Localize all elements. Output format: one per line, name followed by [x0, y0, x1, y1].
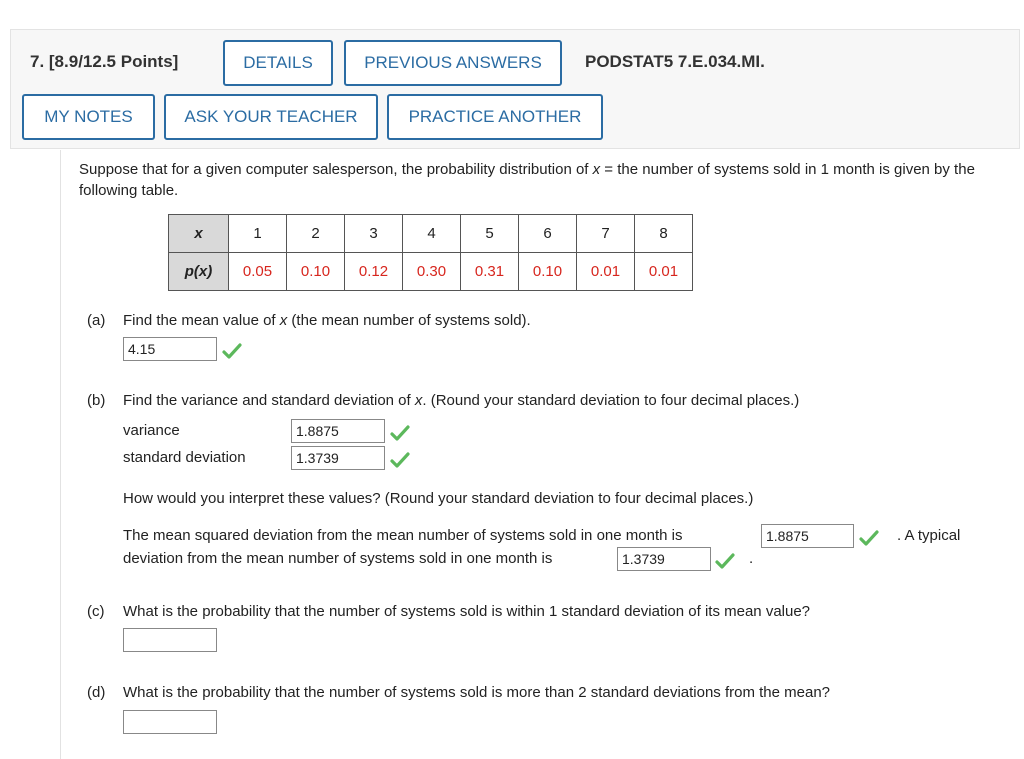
- part-d-label: (d): [87, 684, 106, 701]
- interpret-sentence-1: The mean squared deviation from the mean number of systems sold in one month is: [123, 527, 683, 544]
- problem-intro: Suppose that for a given computer salesperson, the probability distribution of x = the number of systems sold in 1 month is given by the following table.: [79, 161, 975, 199]
- x-value: 7: [577, 215, 635, 253]
- x-value: 3: [345, 215, 403, 253]
- interpret-sentence-3: deviation from the mean number of systems sold in one month is: [123, 550, 553, 567]
- interpret-sentence-4: .: [749, 550, 754, 567]
- my-notes-button[interactable]: MY NOTES: [22, 94, 155, 140]
- x-value: 4: [403, 215, 461, 253]
- part-b-question: Find the variance and standard deviation of x. (Round your standard deviation to four decimal places.): [123, 392, 800, 409]
- question-number: 7. [8.9/12.5 Points]: [30, 52, 179, 71]
- part-c-input[interactable]: [123, 628, 217, 652]
- p-value: 0.05: [229, 253, 287, 291]
- sd-input[interactable]: 1.3739: [291, 446, 385, 470]
- correct-check-icon: [390, 425, 410, 441]
- content-divider: [60, 150, 61, 759]
- x-value: 1: [229, 215, 287, 253]
- x-header: x: [169, 215, 229, 253]
- correct-check-icon: [859, 530, 879, 546]
- p-value: 0.30: [403, 253, 461, 291]
- part-d-question: What is the probability that the number of systems sold is more than 2 standard deviations from the mean?: [123, 684, 831, 701]
- part-c-label: (c): [87, 603, 105, 620]
- table-row-p: [169, 253, 693, 291]
- x-value: 5: [461, 215, 519, 253]
- mean-squared-deviation-input[interactable]: 1.8875: [761, 524, 854, 548]
- table-row-x: [169, 215, 693, 253]
- ask-teacher-button[interactable]: ASK YOUR TEACHER: [164, 94, 378, 140]
- p-value: 0.01: [577, 253, 635, 291]
- correct-check-icon: [222, 343, 242, 359]
- sd-label: standard deviation: [123, 449, 246, 466]
- variance-label: variance: [123, 422, 180, 439]
- part-c-question: What is the probability that the number of systems sold is within 1 standard deviation of its mean value?: [123, 603, 811, 620]
- correct-check-icon: [390, 452, 410, 468]
- practice-another-button[interactable]: PRACTICE ANOTHER: [387, 94, 603, 140]
- previous-answers-button[interactable]: PREVIOUS ANSWERS: [344, 40, 562, 86]
- interpret-question: How would you interpret these values? (Round your standard deviation to four decimal places.): [123, 490, 754, 507]
- typical-deviation-input[interactable]: 1.3739: [617, 547, 711, 571]
- x-value: 6: [519, 215, 577, 253]
- part-a-question: Find the mean value of x (the mean number of systems sold).: [123, 312, 531, 329]
- p-value: 0.31: [461, 253, 519, 291]
- part-b-label: (b): [87, 392, 106, 409]
- p-header: p(x): [169, 253, 229, 291]
- interpret-sentence-2: . A typical: [897, 527, 961, 544]
- x-value: 2: [287, 215, 345, 253]
- details-button[interactable]: DETAILS: [223, 40, 333, 86]
- problem-code: PODSTAT5 7.E.034.MI.: [585, 52, 765, 71]
- p-value: 0.10: [519, 253, 577, 291]
- correct-check-icon: [715, 553, 735, 569]
- variance-input[interactable]: 1.8875: [291, 419, 385, 443]
- p-value: 0.01: [635, 253, 693, 291]
- p-value: 0.12: [345, 253, 403, 291]
- x-value: 8: [635, 215, 693, 253]
- part-a-label: (a): [87, 312, 106, 329]
- part-d-input[interactable]: [123, 710, 217, 734]
- distribution-table: [168, 214, 693, 291]
- p-value: 0.10: [287, 253, 345, 291]
- mean-input[interactable]: 4.15: [123, 337, 217, 361]
